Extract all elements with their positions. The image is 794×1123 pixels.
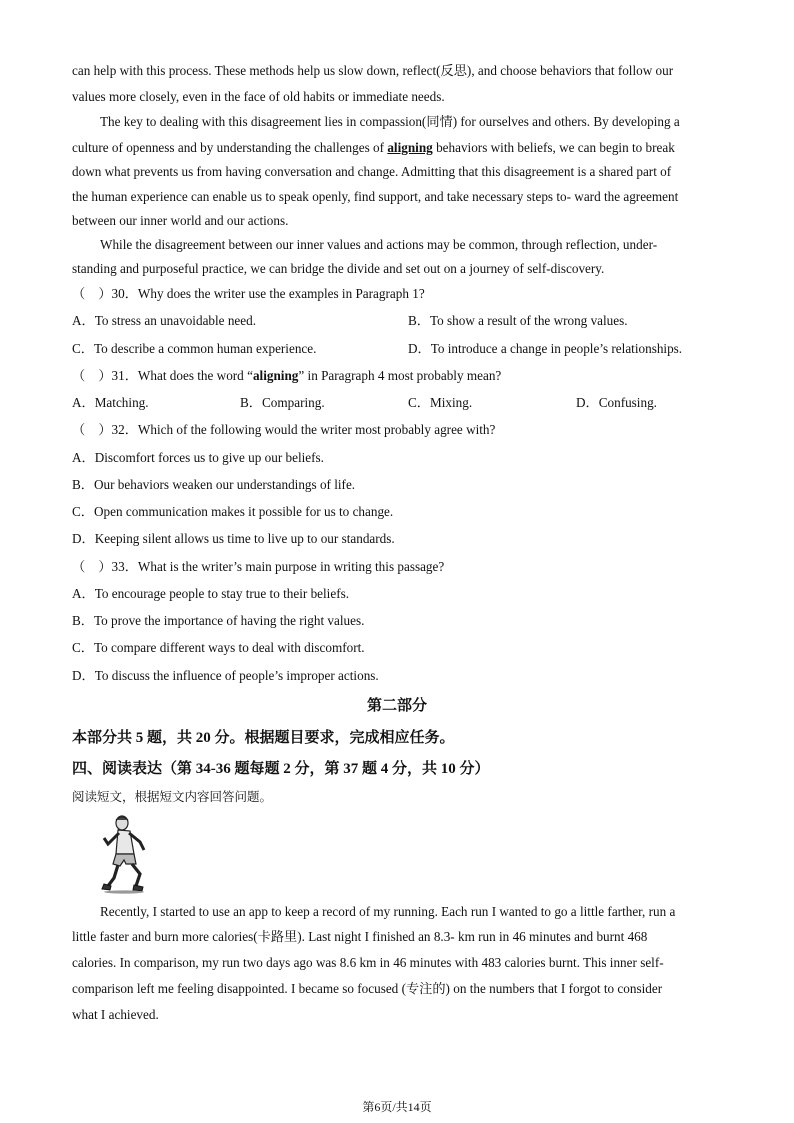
q33-option-b: B．To prove the importance of having the right values. [72,613,365,628]
question-30-stem: （ ）30．Why does the writer use the examples in Paragraph 1? [72,286,425,301]
runner-illustration [96,814,156,894]
passage-text: behaviors with beliefs, we can begin to break [432,140,675,155]
passage-line: the human experience can enable us to speak openly, find support, and take necessary steps to- ward the agreement [72,189,679,204]
story-line: calories. In comparison, my run two days ago was 8.6 km in 46 minutes with 483 calories burnt. This inner self- [72,955,664,970]
q32-option-d: D．Keeping silent allows us time to live up to our standards. [72,531,395,546]
passage-line: standing and purposeful practice, we can bridge the divide and set out on a journey of self-discovery. [72,261,605,276]
passage-line: between our inner world and our actions. [72,213,289,228]
q30-option-c: C．To describe a common human experience. [72,341,317,356]
q33-option-a: A．To encourage people to stay true to their beliefs. [72,586,350,601]
passage-line: The key to dealing with this disagreement lies in compassion(同情) for ourselves and others. By developing a [100,114,680,129]
instruction: 阅读短文，根据短文内容回答问题。 [72,790,273,804]
page-number: 第6页/共14页 [362,1100,432,1114]
q31-option-c: C．Mixing. [408,395,473,410]
passage-text: culture of openness and by understanding the challenges of [72,140,388,155]
part-title: 第二部分 [366,698,427,714]
keyword-aligning: aligning [387,140,433,155]
question-31-stem [72,368,722,384]
story-line: what I achieved. [72,1007,159,1022]
q31-option-a: A．Matching. [72,395,149,410]
q30-option-d: D．To introduce a change in people’s relationships. [408,341,683,356]
q32-option-c: C．Open communication makes it possible for us to change. [72,504,394,519]
passage-line: While the disagreement between our inner values and actions may be common, through reflection, under- [100,237,658,252]
section-heading: 四、阅读表达（第 34-36 题每题 2 分，第 37 题 4 分，共 10 分） [72,761,490,777]
q33-option-c: C．To compare different ways to deal with discomfort. [72,640,365,655]
question-33-stem: （ ）33．What is the writer’s main purpose in writing this passage? [72,559,445,574]
q31-option-d: D．Confusing. [576,395,657,410]
passage-line: down what prevents us from having conversation and change. Admitting that this disagreement is a shared part of [72,164,672,179]
q30-option-a: A．To stress an unavoidable need. [72,313,257,328]
q31-option-b: B．Comparing. [240,395,325,410]
passage-line: can help with this process. These methods help us slow down, reflect(反思), and choose behaviors that follow our [72,63,674,78]
stem-text: （ ）31．What does the word “ [72,368,253,383]
stem-text: ” in Paragraph 4 most probably mean? [298,368,502,383]
passage-line [72,140,722,156]
story-line: Recently, I started to use an app to keep a record of my running. Each run I wanted to go a little farther, run a [100,904,676,919]
story-line: comparison left me feeling disappointed. I became so focused (专注的) on the numbers that I forgot to consider [72,981,663,996]
q32-option-b: B．Our behaviors weaken our understandings of life. [72,477,356,492]
part-intro: 本部分共 5 题，共 20 分。根据题目要求，完成相应任务。 [72,730,455,746]
question-32-stem: （ ）32．Which of the following would the writer most probably agree with? [72,422,496,437]
story-line: little faster and burn more calories(卡路里). Last night I finished an 8.3- km run in 46 minutes and burnt 468 [72,929,648,944]
keyword-aligning: aligning [252,368,299,383]
q33-option-d: D．To discuss the influence of people’s improper actions. [72,668,379,683]
passage-line: values more closely, even in the face of old habits or immediate needs. [72,89,445,104]
q30-option-b: B．To show a result of the wrong values. [408,313,628,328]
q32-option-a: A．Discomfort forces us to give up our beliefs. [72,450,324,465]
